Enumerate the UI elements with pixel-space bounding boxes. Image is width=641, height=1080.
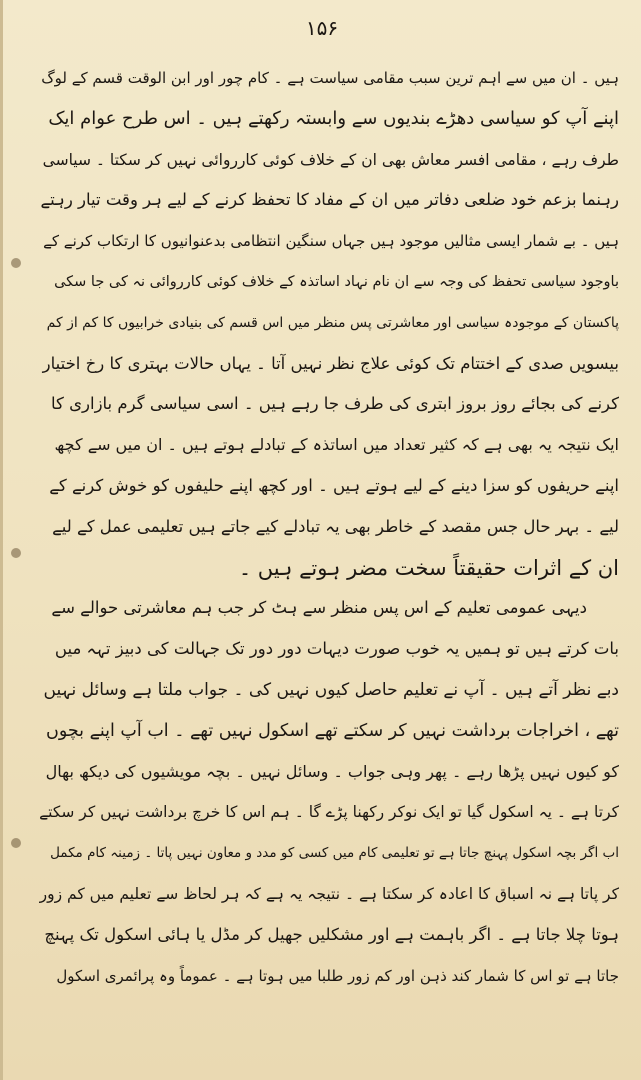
- paragraph: [39, 58, 619, 588]
- text-line: دبے نظر آتے ہیں ۔ آپ نے تعلیم حاصل کیوں نہیں کی ۔ جواب ملتا ہے وسائل نہیں: [43, 679, 619, 700]
- text-line: ہوتا چلا جاتا ہے ۔ اگر باہمت ہے اور مشکلیں جھیل کر مڈل یا ہائی اسکول تک پہنچ: [44, 924, 619, 944]
- text-line: بات کرتے ہیں تو ہمیں یہ خوب صورت دیہات دور دور تک جہالت کی دبیز تہہ میں: [54, 639, 619, 659]
- text-line: رہنما بزعم خود ضلعی دفاتر میں ان کے مفاد کا تحفظ کرنے کے لیے ہر وقت تیار رہتے: [40, 190, 619, 210]
- text-line: کو کیوں نہیں پڑھا رہے ۔ پھر وہی جواب ۔ وسائل نہیں ۔ بچہ مویشیوں کی دیکھ بھال: [45, 761, 619, 781]
- page-number: ۱۵۶: [305, 16, 339, 40]
- paragraph: [39, 588, 619, 996]
- text-line: کرنے کی بجائے روز بروز ابتری کی طرف جا رہے ہیں ۔ اسی سیاسی گرم بازاری کا: [50, 394, 619, 414]
- text-line: اپنے حریفوں کو سزا دینے کے لیے ہوتے ہیں ۔ اور کچھ اپنے حلیفوں کو خوش کرنے کے: [49, 475, 619, 495]
- page-body: [39, 58, 619, 996]
- text-line: کر پاتا ہے نہ اسباق کا اعادہ کر سکتا ہے ۔ نتیجہ یہ ہے کہ ہر لحاظ سے تعلیم میں کم زور: [39, 884, 619, 903]
- text-line: اپنے آپ کو سیاسی دھڑے بندیوں سے وابستہ رکھتے ہیں ۔ اس طرح عوام ایک: [48, 107, 619, 129]
- binding-hole-mark: [11, 258, 21, 268]
- text-line: ایک نتیجہ یہ بھی ہے کہ کثیر تعداد میں اساتذہ کے تبادلے ہوتے ہیں ۔ ان میں سے کچھ: [54, 435, 619, 455]
- text-line: ہیں ۔ ان میں سے اہم ترین سبب مقامی سیاست ہے ۔ کام چور اور ابن الوقت قسم کے لوگ: [41, 69, 619, 87]
- binding-hole-mark: [11, 838, 21, 848]
- text-line: تھے ، اخراجات برداشت نہیں کر سکتے تھے اسکول نہیں تھے ۔ اب آپ اپنے بچوں: [45, 720, 619, 741]
- text-line: ہیں ۔ بے شمار ایسی مثالیں موجود ہیں جہاں سنگین انتظامی بدعنوانیوں کا ارتکاب کرنے کے: [43, 232, 619, 251]
- text-line: اب اگر بچہ اسکول پہنچ جاتا ہے تو تعلیمی کام میں کسی کو مدد و معاون نہیں پاتا ۔ زمینہ کام مکمل: [50, 845, 619, 862]
- text-line: جاتا ہے تو اس کا شمار کند ذہن اور کم زور طلبا میں ہوتا ہے ۔ عموماً وہ پرائمری اسکول: [56, 966, 619, 985]
- text-line: طرف رہے ، مقامی افسر معاش بھی ان کے خلاف کوئی کارروائی نہیں کر سکتا ۔ سیاسی: [42, 150, 619, 169]
- text-line: کرتا ہے ۔ یہ اسکول گیا تو ایک نوکر رکھنا پڑے گا ۔ ہم اس کا خرچ برداشت نہیں کر سکتے: [39, 803, 619, 822]
- text-line: پاکستان کے موجودہ سیاسی اور معاشرتی پس منظر میں اس قسم کی بنیادی خرابیوں کا کم از کم: [46, 314, 619, 331]
- text-line: دیہی عمومی تعلیم کے اس پس منظر سے ہٹ کر جب ہم معاشرتی حوالے سے: [51, 598, 587, 618]
- binding-hole-mark: [11, 548, 21, 558]
- text-line: لیے ۔ بہر حال جس مقصد کے خاطر بھی یہ تبادلے کیے جاتے ہیں تعلیمی عمل کے لیے: [52, 516, 619, 536]
- text-line: بیسویں صدی کے اختتام تک کوئی علاج نظر نہیں آتا ۔ یہاں حالات بہتری کا رخ اختیار: [42, 353, 619, 373]
- text-line: باوجود سیاسی تحفظ کی وجہ سے ان نام نہاد اساتذہ کے خلاف کوئی کارروائی نہ کی جا سکی: [54, 273, 619, 290]
- text-line: ان کے اثرات حقیقتاً سخت مضر ہوتے ہیں ۔: [238, 555, 619, 580]
